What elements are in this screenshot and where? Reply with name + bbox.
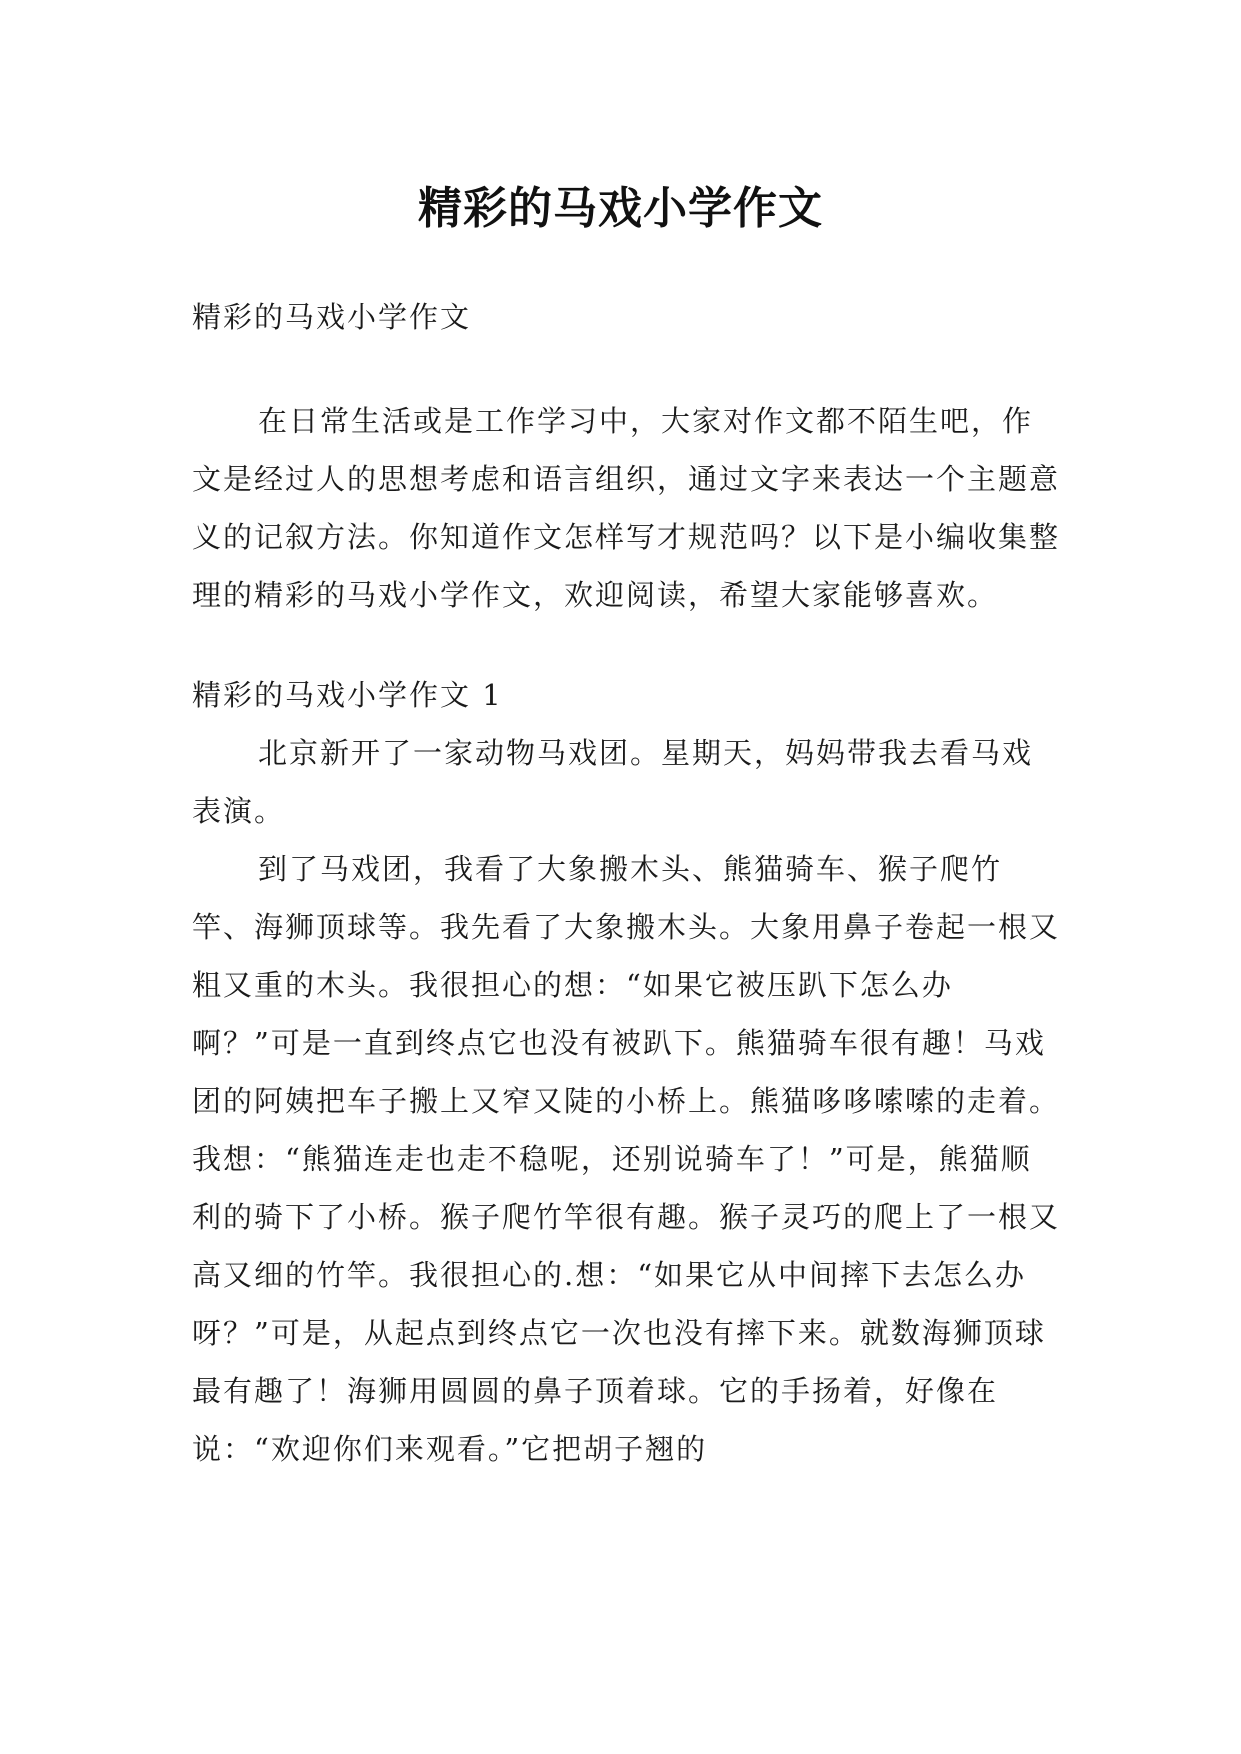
intro-paragraph: 在日常生活或是工作学习中，大家对作文都不陌生吧，作文是经过人的思想考虑和语言组织，通过文字来表达一个主题意义的记叙方法。你知道作文怎样写才规范吗？以下是小编收集整理的精彩的马戏小学作文，欢迎阅读，希望大家能够喜欢。 bbox=[192, 404, 1061, 612]
body-paragraph: 到了马戏团，我看了大象搬木头、熊猫骑车、猴子爬竹竿、海狮顶球等。我先看了大象搬木头。大象用鼻子卷起一根又粗又重的木头。我很担心的想：“如果它被压趴下怎么办啊？”可是一直到终点它也没有被趴下。熊猫骑车很有趣！马戏团的阿姨把车子搬上又窄又陡的小桥上。熊猫哆哆嗦嗦的走着。我想：“熊猫连走也走不稳呢，还别说骑车了！”可是，熊猫顺利的骑下了小桥。猴子爬竹竿很有趣。猴子灵巧的爬上了一根又高又细的竹竿。我很担心的.想：“如果它从中间摔下去怎么办呀？”可是，从起点到终点它一次也没有摔下来。就数海狮顶球最有趣了！海狮用圆圆的鼻子顶着球。它的手扬着，好像在说：“欢迎你们来观看。”它把胡子翘的 bbox=[192, 852, 1061, 1466]
body-paragraph: 北京新开了一家动物马戏团。星期天，妈妈带我去看马戏表演。 bbox=[192, 736, 1034, 828]
document-subtitle: 精彩的马戏小学作文 bbox=[192, 300, 472, 334]
document-body bbox=[192, 288, 1062, 1478]
document-title: 精彩的马戏小学作文 bbox=[418, 183, 823, 235]
section-heading: 精彩的马戏小学作文 1 bbox=[192, 678, 503, 712]
